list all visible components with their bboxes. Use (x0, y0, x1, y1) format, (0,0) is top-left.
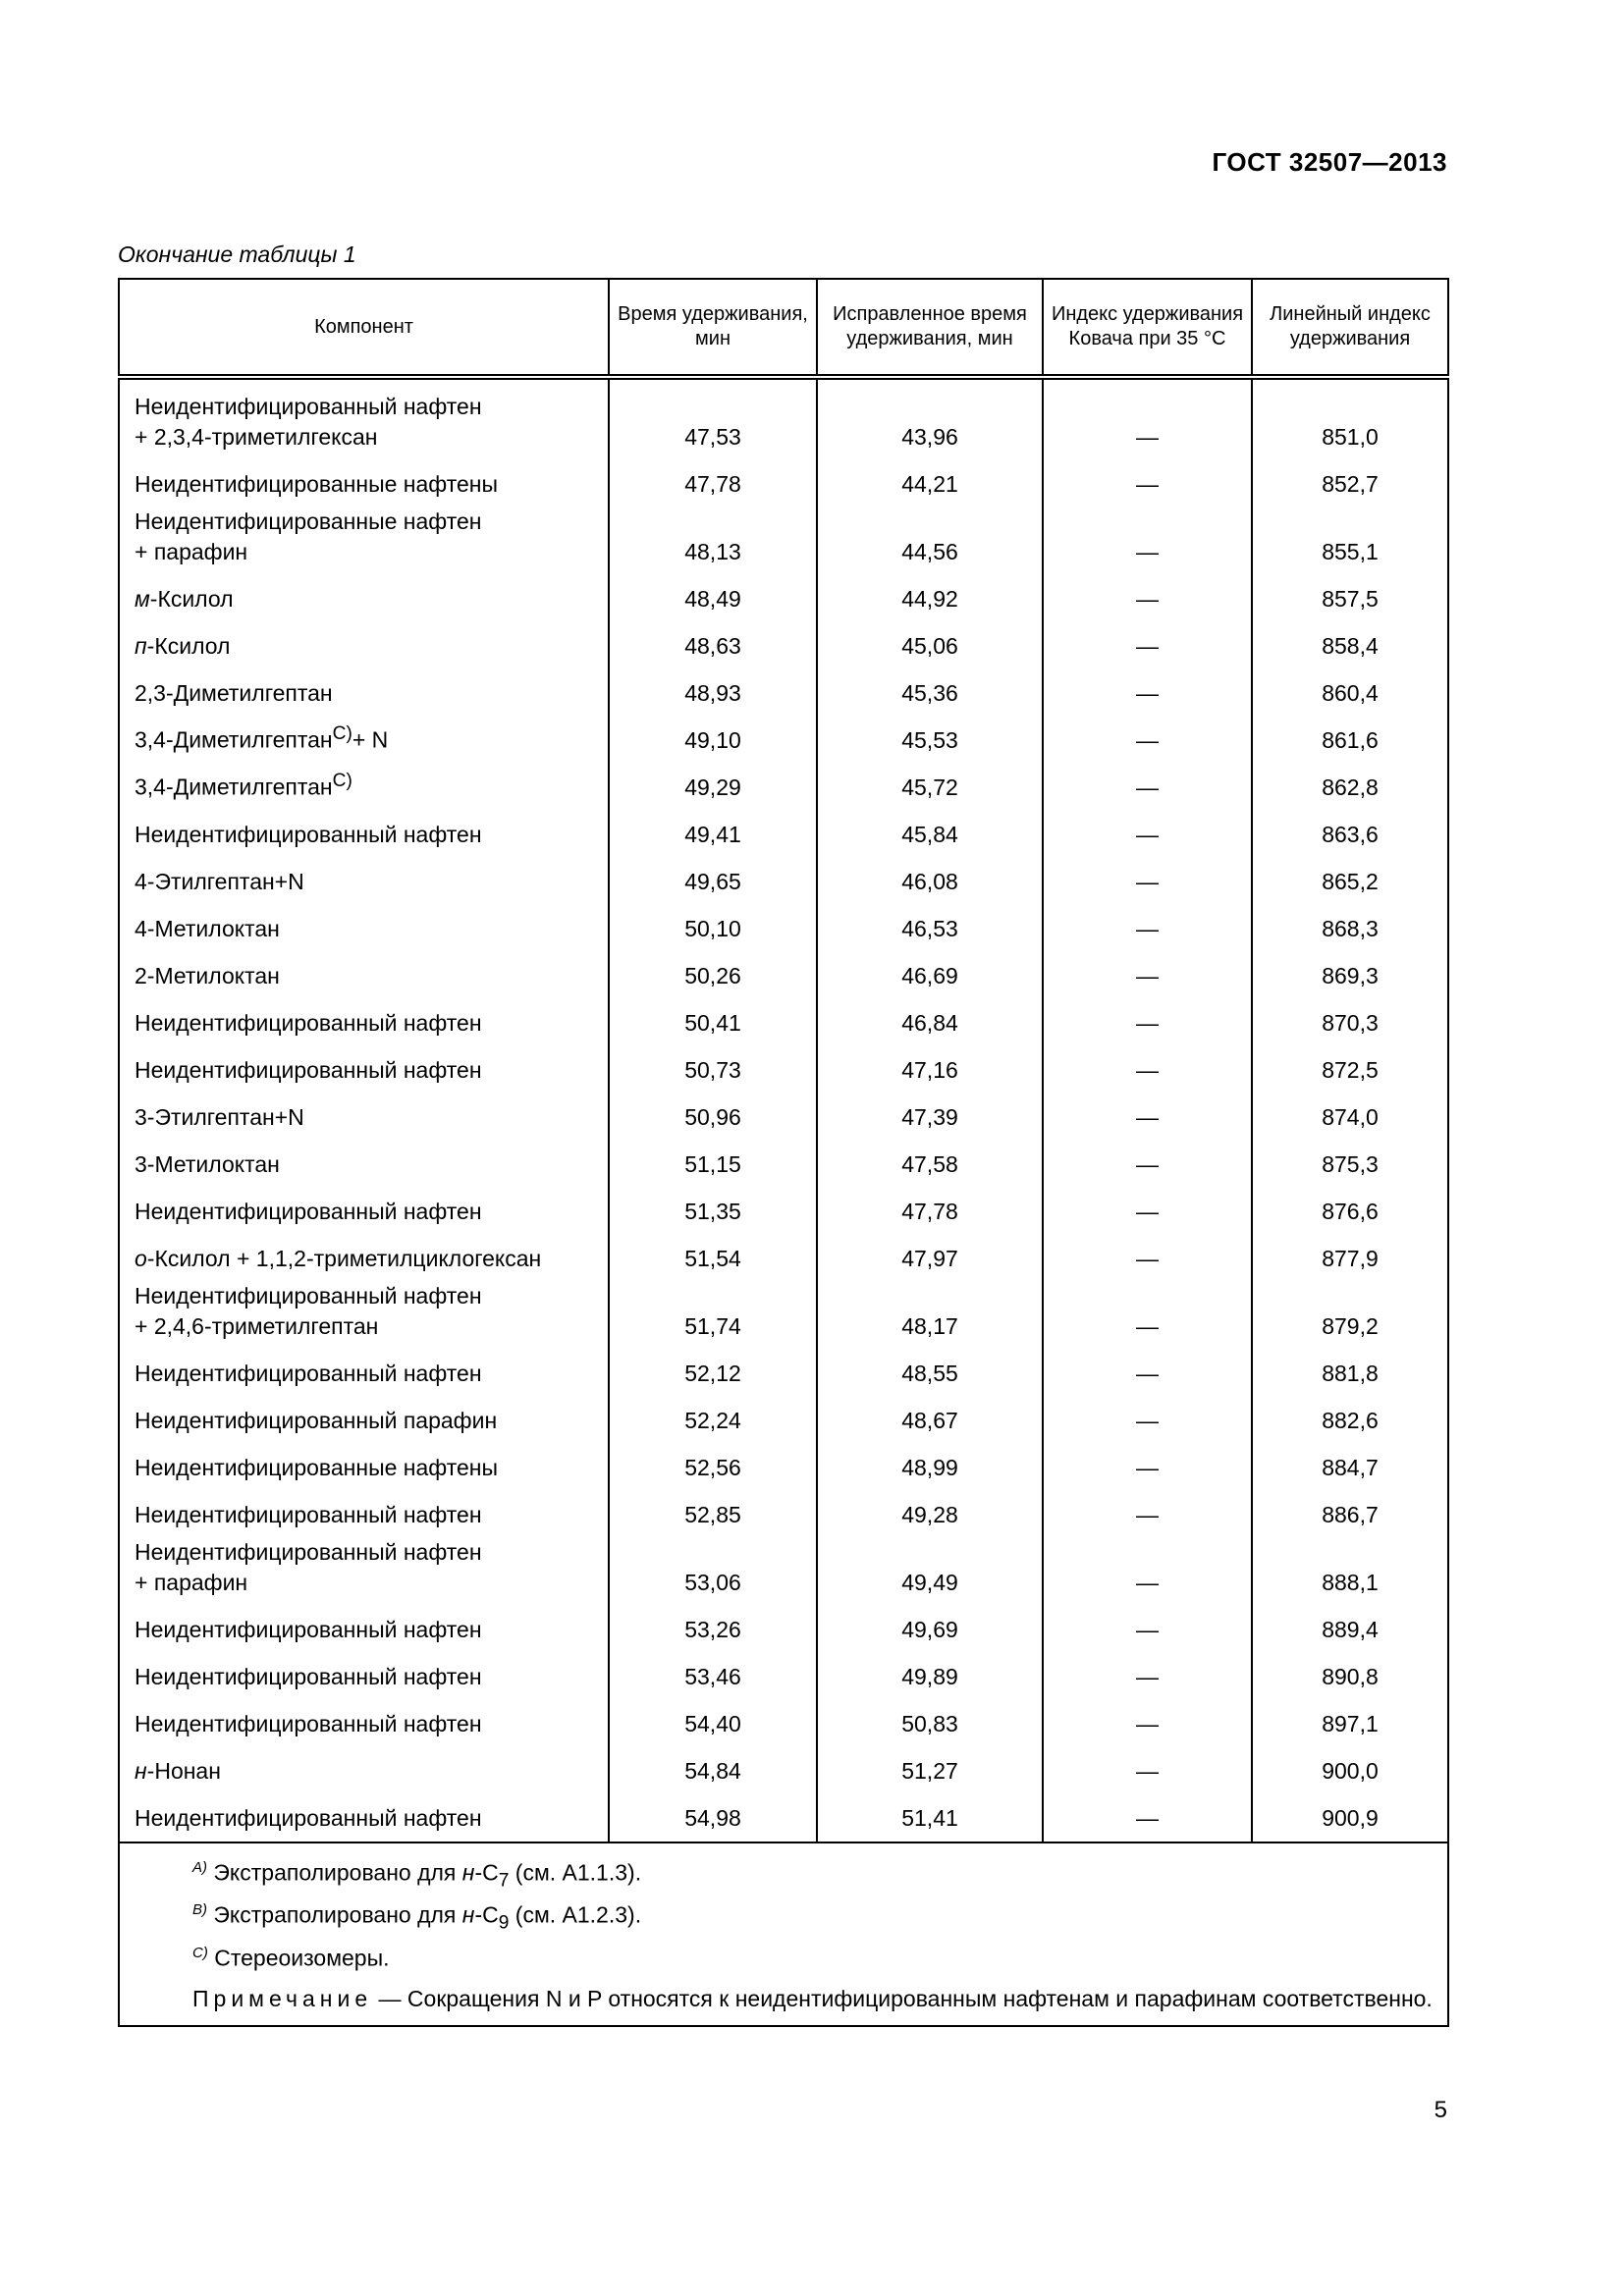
kovats-index-cell: — (1043, 804, 1252, 851)
corrected-time-cell: 47,97 (817, 1228, 1043, 1275)
retention-time-cell: 51,74 (609, 1275, 817, 1343)
component-name: 3,4-Диметилгептан (135, 774, 333, 800)
component-name: 4-Метилоктан (135, 916, 280, 941)
retention-time-cell: 50,96 (609, 1087, 817, 1134)
table-row (119, 1275, 1448, 1343)
retention-time-cell: 51,54 (609, 1228, 817, 1275)
kovats-index-cell: — (1043, 615, 1252, 663)
table-row (119, 851, 1448, 898)
kovats-index-cell: — (1043, 1646, 1252, 1693)
corrected-time-cell: 44,56 (817, 501, 1043, 568)
component-name: Неидентифицированный парафин (135, 1408, 498, 1433)
table-row (119, 898, 1448, 945)
footnote-a (134, 1853, 1434, 1896)
component-name-cont: + 2,4,6-триметилгептан (135, 1313, 379, 1339)
corrected-time-cell: 49,89 (817, 1646, 1043, 1693)
component-prefix: н (135, 1758, 147, 1784)
component-cell (119, 898, 609, 945)
retention-time-cell: 53,06 (609, 1531, 817, 1599)
component-cell (119, 1484, 609, 1531)
component-cell (119, 454, 609, 501)
component-name: Неидентифицированный нафтен (135, 1617, 482, 1642)
component-cell (119, 1181, 609, 1228)
corrected-time-cell: 47,58 (817, 1134, 1043, 1181)
kovats-index-cell: — (1043, 1087, 1252, 1134)
component-cell (119, 851, 609, 898)
component-prefix: о (135, 1246, 147, 1271)
note-text: — Сокращения N и P относятся к неидентифицированным нафтенам и парафинам соответственно. (372, 1986, 1433, 2012)
corrected-time-cell: 48,55 (817, 1343, 1043, 1390)
table-row (119, 1599, 1448, 1646)
component-prefix: м (135, 586, 150, 612)
component-cell (119, 1087, 609, 1134)
footnote-c (134, 1939, 1434, 1973)
kovats-index-cell: — (1043, 1740, 1252, 1788)
corrected-time-cell: 51,41 (817, 1788, 1043, 1842)
component-suffix: + N (352, 727, 389, 753)
component-cell (119, 992, 609, 1040)
header-linear-index: Линейный индекс удерживания (1252, 279, 1448, 377)
table-row (119, 804, 1448, 851)
corrected-time-cell: 46,08 (817, 851, 1043, 898)
linear-index-cell: 852,7 (1252, 454, 1448, 501)
linear-index-cell: 888,1 (1252, 1531, 1448, 1599)
kovats-index-cell: — (1043, 454, 1252, 501)
retention-time-cell: 49,10 (609, 710, 817, 757)
kovats-index-cell: — (1043, 1134, 1252, 1181)
header-component: Компонент (119, 279, 609, 377)
table-row (119, 1646, 1448, 1693)
component-cell (119, 710, 609, 757)
corrected-time-cell: 49,28 (817, 1484, 1043, 1531)
component-name: Неидентифицированный нафтен (135, 1199, 482, 1224)
kovats-index-cell: — (1043, 1531, 1252, 1599)
component-name-cont: + парафин (135, 1570, 248, 1595)
component-cell (119, 1531, 609, 1599)
kovats-index-cell: — (1043, 1040, 1252, 1087)
kovats-index-cell: — (1043, 568, 1252, 615)
component-name: Неидентифицированный нафтен (135, 1711, 482, 1736)
retention-time-cell: 52,24 (609, 1390, 817, 1437)
component-cell (119, 1646, 609, 1693)
retention-time-cell: 53,46 (609, 1646, 817, 1693)
corrected-time-cell: 46,69 (817, 945, 1043, 992)
footnote-text: Экстраполировано для (213, 1901, 462, 1928)
component-name: -Ксилол (146, 633, 231, 659)
retention-time-cell: 48,63 (609, 615, 817, 663)
data-table (118, 278, 1449, 2027)
component-name: -Нонан (146, 1758, 221, 1784)
header-corrected-time: Исправленное время удерживания, мин (817, 279, 1043, 377)
retention-time-cell: 47,53 (609, 377, 817, 454)
component-name: 4-Этилгептан+N (135, 869, 304, 894)
kovats-index-cell: — (1043, 1788, 1252, 1842)
component-cell (119, 501, 609, 568)
table-row (119, 454, 1448, 501)
component-cell (119, 757, 609, 804)
linear-index-cell: 889,4 (1252, 1599, 1448, 1646)
kovats-index-cell: — (1043, 945, 1252, 992)
component-cell (119, 1343, 609, 1390)
retention-time-cell: 54,40 (609, 1693, 817, 1740)
linear-index-cell: 881,8 (1252, 1343, 1448, 1390)
component-cell (119, 568, 609, 615)
table-row (119, 1740, 1448, 1788)
retention-time-cell: 54,98 (609, 1788, 817, 1842)
component-name: Неидентифицированный нафтен (135, 1539, 482, 1565)
header-retention-time: Время удерживания, мин (609, 279, 817, 377)
linear-index-cell: 900,0 (1252, 1740, 1448, 1788)
component-cell (119, 1228, 609, 1275)
component-name: Неидентифицированный нафтен (135, 394, 482, 419)
kovats-index-cell: — (1043, 1437, 1252, 1484)
corrected-time-cell: 45,06 (817, 615, 1043, 663)
table-row (119, 568, 1448, 615)
component-name: Неидентифицированный нафтен (135, 1664, 482, 1689)
component-name: Неидентифицированный нафтен (135, 822, 482, 847)
footnote-ref: C) (332, 723, 352, 745)
corrected-time-cell: 44,92 (817, 568, 1043, 615)
footnote-subscript: 7 (498, 1870, 510, 1892)
linear-index-cell: 886,7 (1252, 1484, 1448, 1531)
table-row (119, 1531, 1448, 1599)
corrected-time-cell: 51,27 (817, 1740, 1043, 1788)
kovats-index-cell: — (1043, 1228, 1252, 1275)
component-name: 2,3-Диметилгептан (135, 680, 333, 706)
table-row (119, 945, 1448, 992)
kovats-index-cell: — (1043, 1693, 1252, 1740)
document-header: ГОСТ 32507—2013 (1212, 147, 1447, 177)
kovats-index-cell: — (1043, 1390, 1252, 1437)
table-row (119, 1181, 1448, 1228)
table-row (119, 992, 1448, 1040)
component-name: Неидентифицированные нафтены (135, 1455, 498, 1480)
table-row (119, 1390, 1448, 1437)
table-body (119, 377, 1448, 1842)
table-row (119, 1343, 1448, 1390)
corrected-time-cell: 44,21 (817, 454, 1043, 501)
linear-index-cell: 884,7 (1252, 1437, 1448, 1484)
component-name: -Ксилол + 1,1,2-триметилциклогексан (146, 1246, 542, 1271)
table-header-row (119, 279, 1448, 377)
kovats-index-cell: — (1043, 851, 1252, 898)
retention-time-cell: 53,26 (609, 1599, 817, 1646)
kovats-index-cell: — (1043, 1343, 1252, 1390)
component-name: Неидентифицированный нафтен (135, 1283, 482, 1308)
component-name: -Ксилол (149, 586, 234, 612)
component-cell (119, 1693, 609, 1740)
component-name: Неидентифицированный нафтен (135, 1057, 482, 1083)
footnote-ref: C) (332, 771, 352, 792)
linear-index-cell: 897,1 (1252, 1693, 1448, 1740)
kovats-index-cell: — (1043, 1181, 1252, 1228)
linear-index-cell: 870,3 (1252, 992, 1448, 1040)
table-row (119, 1437, 1448, 1484)
retention-time-cell: 50,26 (609, 945, 817, 992)
kovats-index-cell: — (1043, 663, 1252, 710)
header-kovats-index: Индекс удерживания Ковача при 35 °С (1043, 279, 1252, 377)
linear-index-cell: 875,3 (1252, 1134, 1448, 1181)
linear-index-cell: 872,5 (1252, 1040, 1448, 1087)
corrected-time-cell: 45,72 (817, 757, 1043, 804)
component-name: Неидентифицированный нафтен (135, 1010, 482, 1036)
footnote-text: -C (474, 1859, 499, 1886)
component-cell (119, 1599, 609, 1646)
component-name: Неидентифицированные нафтен (135, 508, 482, 534)
linear-index-cell: 865,2 (1252, 851, 1448, 898)
footnotes-row (119, 1842, 1448, 2026)
linear-index-cell: 858,4 (1252, 615, 1448, 663)
linear-index-cell: 863,6 (1252, 804, 1448, 851)
component-name: 3-Метилоктан (135, 1151, 280, 1177)
retention-time-cell: 50,41 (609, 992, 817, 1040)
component-name: Неидентифицированные нафтены (135, 471, 498, 497)
table-row (119, 710, 1448, 757)
kovats-index-cell: — (1043, 1599, 1252, 1646)
corrected-time-cell: 43,96 (817, 377, 1043, 454)
footnote-italic: н (461, 1859, 475, 1886)
footnote-mark: C) (192, 1944, 208, 1961)
linear-index-cell: 855,1 (1252, 501, 1448, 568)
retention-time-cell: 52,85 (609, 1484, 817, 1531)
linear-index-cell: 862,8 (1252, 757, 1448, 804)
retention-time-cell: 50,73 (609, 1040, 817, 1087)
table-row (119, 615, 1448, 663)
linear-index-cell: 869,3 (1252, 945, 1448, 992)
table-row (119, 663, 1448, 710)
kovats-index-cell: — (1043, 1275, 1252, 1343)
corrected-time-cell: 47,16 (817, 1040, 1043, 1087)
component-cell (119, 1740, 609, 1788)
component-name: Неидентифицированный нафтен (135, 1805, 482, 1831)
retention-time-cell: 54,84 (609, 1740, 817, 1788)
footnotes-cell (119, 1842, 1448, 2026)
linear-index-cell: 860,4 (1252, 663, 1448, 710)
linear-index-cell: 900,9 (1252, 1788, 1448, 1842)
table-row (119, 1693, 1448, 1740)
linear-index-cell: 861,6 (1252, 710, 1448, 757)
component-name: Неидентифицированный нафтен (135, 1361, 482, 1386)
retention-time-cell: 51,35 (609, 1181, 817, 1228)
footnote-text: Стереоизомеры. (214, 1945, 390, 1971)
linear-index-cell: 882,6 (1252, 1390, 1448, 1437)
corrected-time-cell: 45,36 (817, 663, 1043, 710)
footnote-mark: A) (192, 1859, 207, 1876)
component-cell (119, 1275, 609, 1343)
retention-time-cell: 51,15 (609, 1134, 817, 1181)
table-row (119, 1040, 1448, 1087)
kovats-index-cell: — (1043, 757, 1252, 804)
retention-time-cell: 49,29 (609, 757, 817, 804)
retention-time-cell: 47,78 (609, 454, 817, 501)
linear-index-cell: 851,0 (1252, 377, 1448, 454)
kovats-index-cell: — (1043, 710, 1252, 757)
footnote-mark: B) (192, 1901, 207, 1919)
component-name: Неидентифицированный нафтен (135, 1502, 482, 1527)
component-cell (119, 1788, 609, 1842)
kovats-index-cell: — (1043, 377, 1252, 454)
footnote-text: Экстраполировано для (213, 1859, 462, 1886)
component-name-cont: + парафин (135, 539, 248, 564)
footnote-subscript: 9 (498, 1912, 510, 1934)
retention-time-cell: 48,13 (609, 501, 817, 568)
retention-time-cell: 49,41 (609, 804, 817, 851)
linear-index-cell: 890,8 (1252, 1646, 1448, 1693)
component-cell (119, 1134, 609, 1181)
component-cell (119, 945, 609, 992)
linear-index-cell: 879,2 (1252, 1275, 1448, 1343)
kovats-index-cell: — (1043, 898, 1252, 945)
corrected-time-cell: 46,84 (817, 992, 1043, 1040)
table-row (119, 1228, 1448, 1275)
corrected-time-cell: 48,99 (817, 1437, 1043, 1484)
retention-time-cell: 52,56 (609, 1437, 817, 1484)
table-caption: Окончание таблицы 1 (118, 241, 356, 267)
corrected-time-cell: 47,78 (817, 1181, 1043, 1228)
component-name: 2-Метилоктан (135, 963, 280, 988)
table-note (134, 1984, 1434, 2013)
table-row (119, 1484, 1448, 1531)
linear-index-cell: 868,3 (1252, 898, 1448, 945)
linear-index-cell: 876,6 (1252, 1181, 1448, 1228)
table-row (119, 1087, 1448, 1134)
corrected-time-cell: 48,17 (817, 1275, 1043, 1343)
corrected-time-cell: 50,83 (817, 1693, 1043, 1740)
corrected-time-cell: 48,67 (817, 1390, 1043, 1437)
component-cell (119, 615, 609, 663)
component-prefix: п (135, 633, 147, 659)
component-cell (119, 1040, 609, 1087)
table-row (119, 377, 1448, 454)
component-cell (119, 1390, 609, 1437)
corrected-time-cell: 45,84 (817, 804, 1043, 851)
component-cell (119, 377, 609, 454)
corrected-time-cell: 46,53 (817, 898, 1043, 945)
page-number: 5 (1434, 2097, 1447, 2123)
footnote-b (134, 1896, 1434, 1938)
linear-index-cell: 857,5 (1252, 568, 1448, 615)
footnote-italic: н (461, 1901, 475, 1928)
table-row (119, 1788, 1448, 1842)
table-row (119, 757, 1448, 804)
retention-time-cell: 48,49 (609, 568, 817, 615)
footnote-text: (см. А1.1.3). (509, 1859, 642, 1886)
corrected-time-cell: 47,39 (817, 1087, 1043, 1134)
kovats-index-cell: — (1043, 501, 1252, 568)
component-name: 3,4-Диметилгептан (135, 727, 333, 753)
component-cell (119, 804, 609, 851)
table-row (119, 1134, 1448, 1181)
table-row (119, 501, 1448, 568)
footnote-text: -C (474, 1901, 499, 1928)
component-name: 3-Этилгептан+N (135, 1104, 304, 1130)
footnote-text: (см. А1.2.3). (509, 1901, 642, 1928)
corrected-time-cell: 45,53 (817, 710, 1043, 757)
retention-time-cell: 49,65 (609, 851, 817, 898)
kovats-index-cell: — (1043, 1484, 1252, 1531)
component-cell (119, 1437, 609, 1484)
retention-time-cell: 48,93 (609, 663, 817, 710)
linear-index-cell: 877,9 (1252, 1228, 1448, 1275)
component-name-cont: + 2,3,4-триметилгексан (135, 424, 378, 450)
note-label: Примечание (192, 1986, 373, 2012)
linear-index-cell: 874,0 (1252, 1087, 1448, 1134)
corrected-time-cell: 49,49 (817, 1531, 1043, 1599)
corrected-time-cell: 49,69 (817, 1599, 1043, 1646)
component-cell (119, 663, 609, 710)
retention-time-cell: 50,10 (609, 898, 817, 945)
kovats-index-cell: — (1043, 992, 1252, 1040)
retention-time-cell: 52,12 (609, 1343, 817, 1390)
